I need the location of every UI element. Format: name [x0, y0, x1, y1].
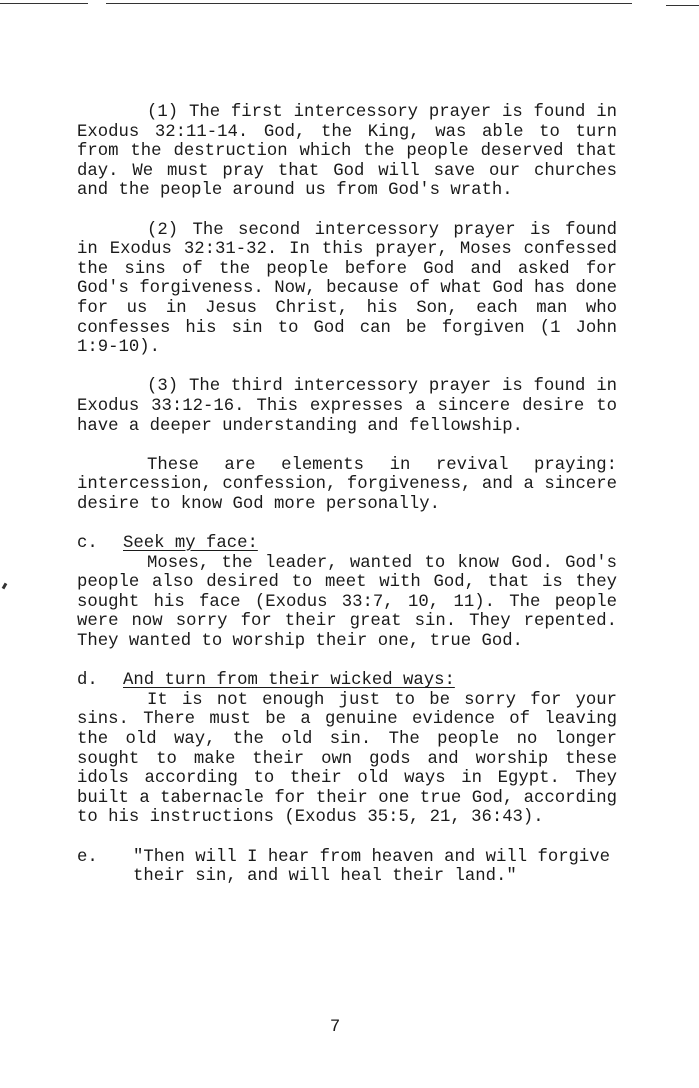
section-c-letter: c. [77, 534, 98, 554]
section-d-title: And turn from their wicked ways: [123, 671, 455, 691]
section-c-title: Seek my face: [123, 534, 258, 554]
section-d-letter: d. [77, 671, 98, 691]
section-e-quote: "Then will I hear from heaven and will forgive their sin, and will heal their land." [133, 847, 611, 887]
margin-mark [2, 583, 8, 590]
paragraph-revival-elements: These are elements in revival praying: intercession, confession, forgiveness, and a sincere desire to know God more personally. [77, 455, 617, 514]
paragraph-first-prayer: (1) The first intercessory prayer is found in Exodus 32:11-14. God, the King, was able to turn from the destruction which the people deserved that day. We must pray that God will save our churches and the people around us from God's wrath. [77, 103, 617, 201]
page-number: 7 [329, 1018, 341, 1037]
paragraph-second-prayer: (2) The second intercessory prayer is found in Exodus 32:31-32. In this prayer, Moses confessed the sins of the people before God and asked for God's forgiveness. Now, because of what God has done for us in Jesus Christ, his Son, each man who confesses his sin to God can be forgiven (1 John 1:9-10). [77, 220, 617, 358]
top-rule-left [0, 3, 88, 4]
section-c-heading [77, 534, 617, 554]
page-body [77, 103, 617, 887]
section-d-heading [77, 671, 617, 691]
section-c-body: Moses, the leader, wanted to know God. God's people also desired to meet with God, that is they sought his face (Exodus 33:7, 10, 11). The people were now sorry for their great sin. They repented. They wanted to worship their one, true God. [77, 553, 617, 652]
section-e-quote-block [77, 848, 617, 887]
paragraph-third-prayer: (3) The third intercessory prayer is found in Exodus 33:12-16. This expresses a sincere desire to have a deeper understanding and fellowship. [77, 377, 617, 436]
top-rule-middle [106, 3, 632, 4]
section-e-letter: e. [77, 847, 98, 867]
section-d-body: It is not enough just to be sorry for your sins. There must be a genuine evidence of leaving the old way, the old sin. The people no longer sought to make their own gods and worship these idols according to their old ways in Egypt. They built a tabernacle for their one true God, according to his instructions (Exodus 35:5, 21, 36:43). [77, 690, 617, 828]
top-rule-right [666, 5, 699, 6]
